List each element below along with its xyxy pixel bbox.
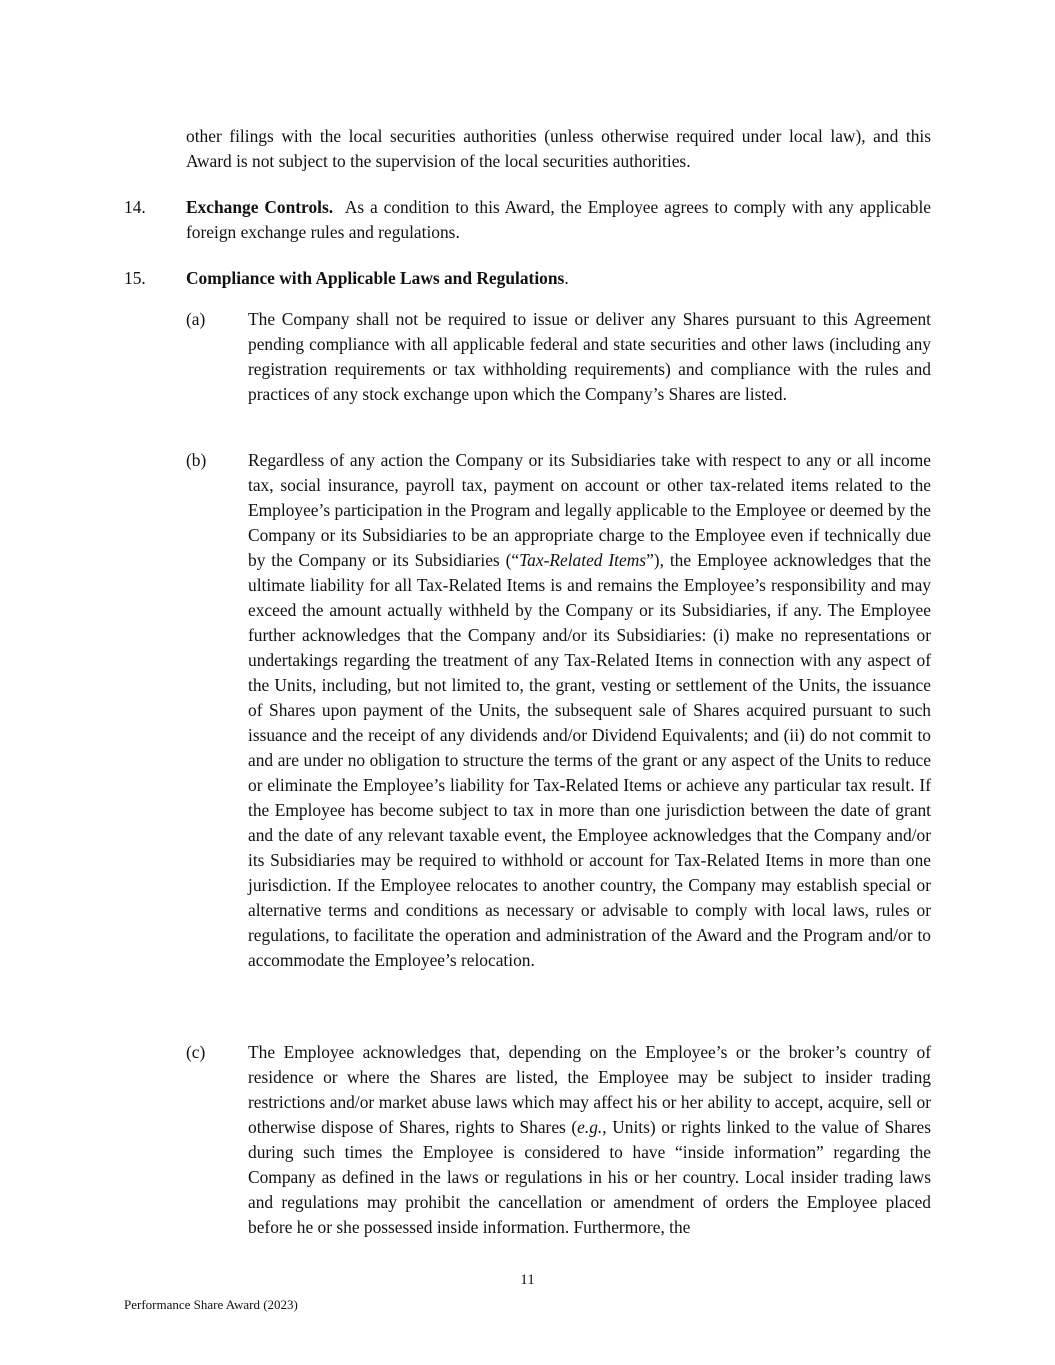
continuation-text: other filings with the local securities authorities (unless otherwise required under local law), and this Award is not subject to the supervision of the local securities authorities. xyxy=(186,126,931,171)
subsection-b-label: (b) xyxy=(186,450,207,470)
subsection-b-text-post: ”), the Employee acknowledges that the ultimate liability for all Tax-Related Items is and remains the Employee’s responsibility and may exceed the amount actually withheld by the Company or its Subsidiaries, if any. The Employee further acknowledges that the Company and/or its Subsidiaries: (i) make no representations or undertakings regarding the treatment of any Tax-Related Items in connection with any aspect of the Units, including, but not limited to, the grant, vesting or settlement of the Units, the issuance of Shares upon payment of the Units, the subsequent sale of Shares acquired pursuant to such issuance and the receipt of any dividends and/or Dividend Equivalents; and (ii) do not commit to and are under no obligation to structure the terms of the grant or any aspect of the Units to reduce or eliminate the Employee’s liability for Tax-Related Items or achieve any particular tax result. If the Employee has become subject to tax in more than one jurisdiction between the date of grant and the date of any relevant taxable event, the Employee acknowledges that the Company and/or its Subsidiaries may be required to withhold or account for Tax-Related Items in more than one jurisdiction. If the Employee relocates to another country, the Company may establish special or alternative terms and conditions as necessary or advisable to comply with local laws, rules or regulations, to facilitate the operation and administration of the Award and the Program and/or to accommodate the Employee’s relocation. xyxy=(248,550,931,970)
subsection-a-paragraph xyxy=(248,307,931,407)
section-15-number: 15. xyxy=(124,268,146,288)
subsection-b-defined-term: Tax-Related Items xyxy=(519,550,647,570)
section-14-heading: Exchange Controls. xyxy=(186,197,334,217)
section-14-body: As a condition to this Award, the Employee agrees to comply with any applicable foreign exchange rules and regulations. xyxy=(186,197,931,242)
section-15-heading-line xyxy=(186,266,931,291)
subsection-c-text-pre: The Employee acknowledges that, depending on the Employee’s or the broker’s country of residence or where the Shares are listed, the Employee may be subject to insider trading restrictions and/or market abuse laws which may affect his or her ability to accept, acquire, sell or otherwise dispose of Shares, rights to Shares ( xyxy=(248,1042,931,1137)
subsection-c-label: (c) xyxy=(186,1042,206,1062)
subsection-c-italic: e.g. xyxy=(577,1117,603,1137)
footer-document-name: Performance Share Award (2023) xyxy=(124,1297,298,1312)
section-15-heading: Compliance with Applicable Laws and Regulations xyxy=(186,268,565,288)
continuation-paragraph xyxy=(186,124,931,174)
section-14-paragraph xyxy=(186,195,931,245)
subsection-a-label: (a) xyxy=(186,309,206,329)
subsection-b-text-pre: Regardless of any action the Company or its Subsidiaries take with respect to any or all income tax, social insurance, payroll tax, payment on account or other tax-related items related to the Employee’s participation in the Program and legally applicable to the Employee or deemed by the Company or its Subsidiaries to be an appropriate charge to the Employee even if technically due by the Company or its Subsidiaries (“ xyxy=(248,450,931,570)
section-14-number: 14. xyxy=(124,197,146,217)
subsection-c-paragraph xyxy=(248,1040,931,1240)
page-number: 11 xyxy=(520,1272,535,1288)
subsection-b-paragraph xyxy=(248,448,931,973)
section-15-heading-punct: . xyxy=(564,268,569,288)
subsection-a-text: The Company shall not be required to issue or deliver any Shares pursuant to this Agreement pending compliance with all applicable federal and state securities and other laws (including any registration requirements or tax withholding requirements) and compliance with the rules and practices of any stock exchange upon which the Company’s Shares are listed. xyxy=(248,309,931,404)
subsection-c-text-post: , Units) or rights linked to the value of Shares during such times the Employee is considered to have “inside information” regarding the Company as defined in the laws or regulations in his or her country. Local insider trading laws and regulations may prohibit the cancellation or amendment of orders the Employee placed before he or she possessed inside information. Furthermore, the xyxy=(248,1117,931,1237)
